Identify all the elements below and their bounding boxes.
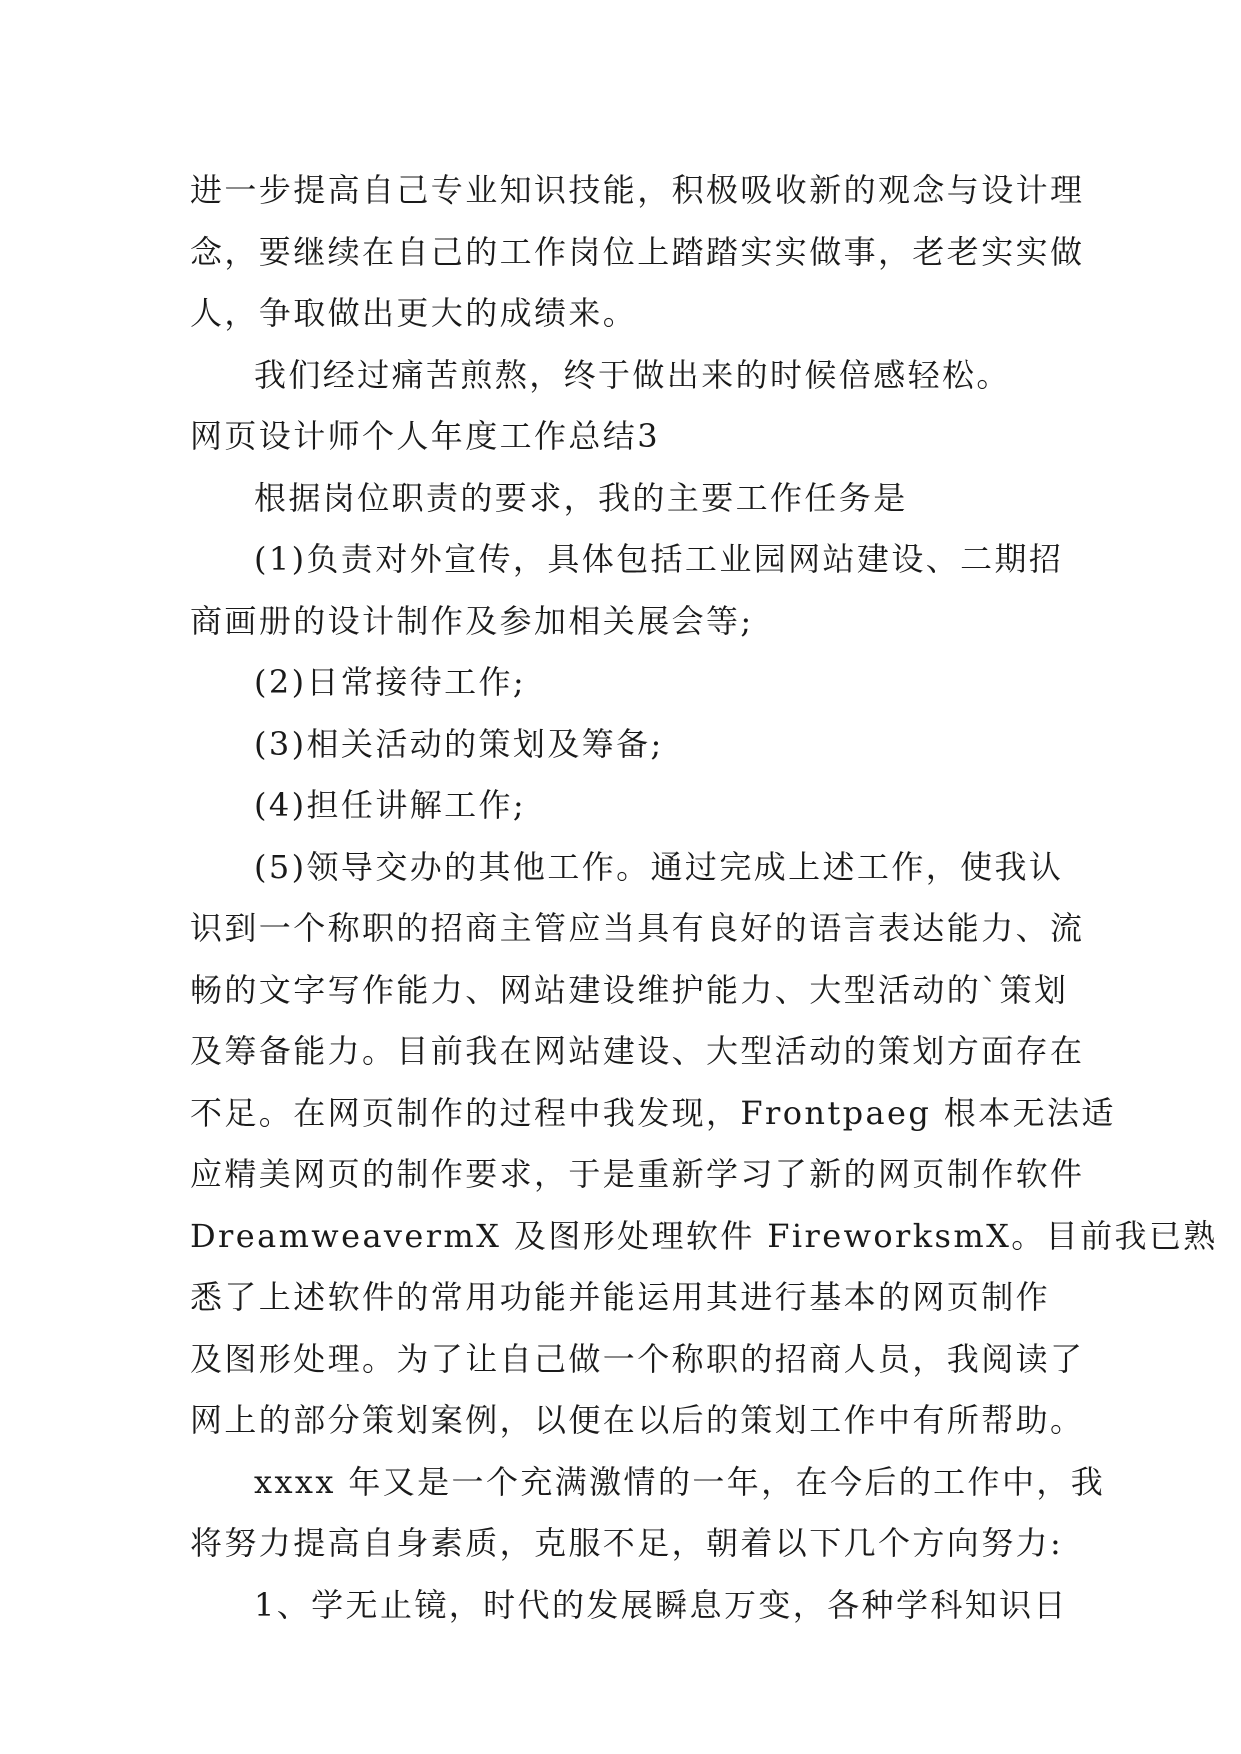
list-item: (3)相关活动的策划及筹备; <box>254 724 664 763</box>
text-line: 商画册的设计制作及参加相关展会等; <box>190 601 754 640</box>
text-line: 应精美网页的制作要求，于是重新学习了新的网页制作软件 <box>190 1155 1085 1193</box>
text-line: xxxx 年又是一个充满激情的一年，在今后的工作中，我 <box>254 1462 1106 1501</box>
list-item: 1、学无止镜，时代的发展瞬息万变，各种学科知识日 <box>254 1585 1068 1624</box>
text-line: 网上的部分策划案例，以便在以后的策划工作中有所帮助。 <box>190 1401 1085 1439</box>
text-line: 及图形处理。为了让自己做一个称职的招商人员，我阅读了 <box>190 1339 1085 1378</box>
text-line: 畅的文字写作能力、网站建设维护能力、大型活动的`策划 <box>190 970 1069 1009</box>
text-line: 进一步提高自己专业知识技能，积极吸收新的观念与设计理 <box>190 171 1085 209</box>
text-line: 将努力提高自身素质，克服不足，朝着以下几个方向努力: <box>190 1524 1064 1562</box>
text-line: 识到一个称职的招商主管应当具有良好的语言表达能力、流 <box>190 909 1085 947</box>
document-body <box>190 160 1218 1636</box>
list-item: (4)担任讲解工作; <box>254 786 527 824</box>
text-line: 悉了上述软件的常用功能并能运用其进行基本的网页制作 <box>190 1278 1051 1316</box>
text-line: 及筹备能力。目前我在网站建设、大型活动的策划方面存在 <box>190 1032 1085 1070</box>
list-item: (2)日常接待工作; <box>254 663 527 701</box>
text-line: 我们经过痛苦煎熬，终于做出来的时候倍感轻松。 <box>254 355 1011 394</box>
list-item: (1)负责对外宣传，具体包括工业园网站建设、二期招 <box>254 540 1064 578</box>
text-line: 人，争取做出更大的成绩来。 <box>190 294 638 332</box>
list-item: (5)领导交办的其他工作。通过完成上述工作，使我认 <box>254 847 1064 886</box>
text-line: DreamweavermX 及图形处理软件 FireworksmX。目前我已熟 <box>190 1216 1218 1255</box>
text-line: 念，要继续在自己的工作岗位上踏踏实实做事，老老实实做 <box>190 232 1085 271</box>
section-heading: 网页设计师个人年度工作总结3 <box>190 417 660 455</box>
text-line: 不足。在网页制作的过程中我发现，Frontpaeg 根本无法适 <box>190 1093 1116 1132</box>
text-line: 根据岗位职责的要求，我的主要工作任务是 <box>254 478 908 517</box>
